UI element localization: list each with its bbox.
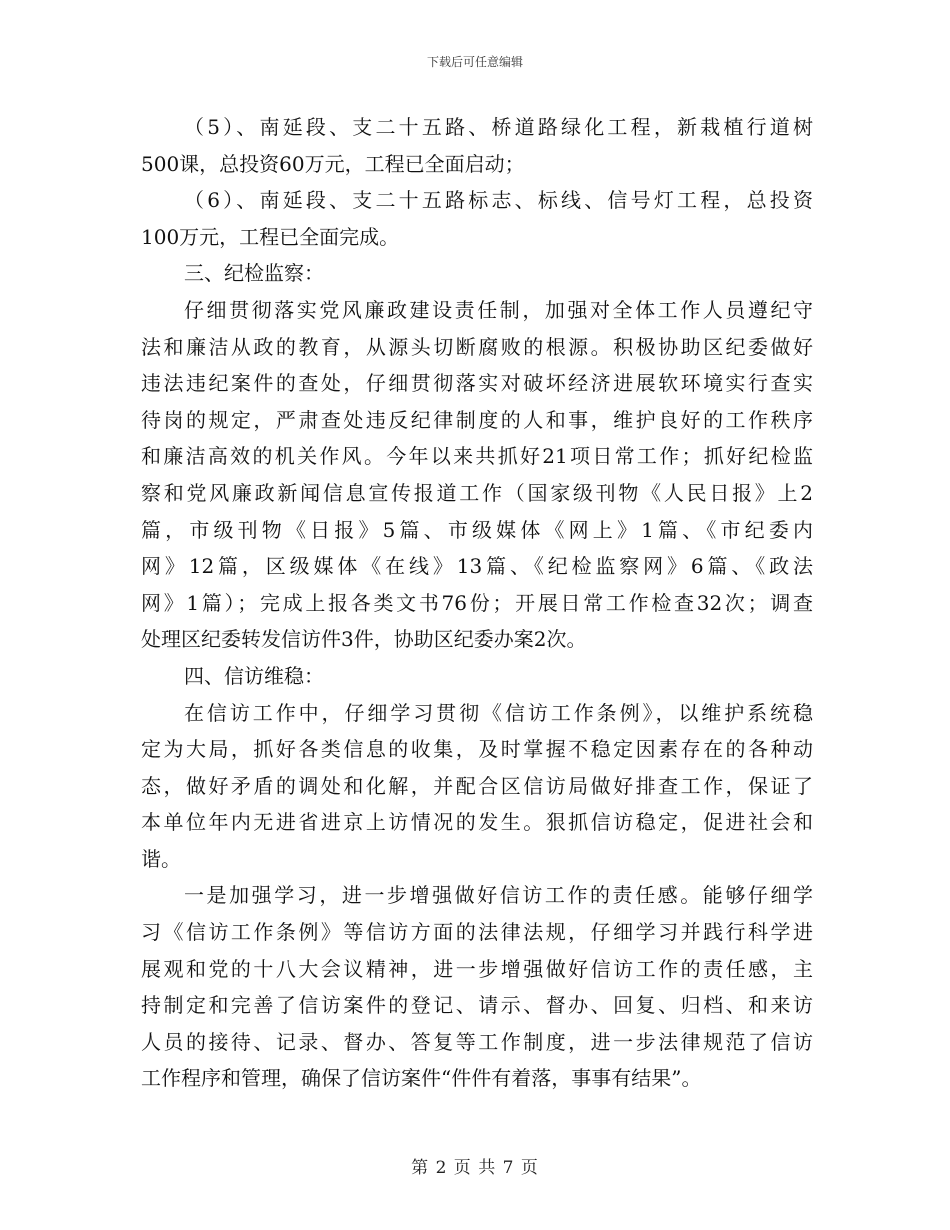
- header-note: 下载后可任意编辑: [426, 55, 523, 69]
- paragraph-line: 和廉洁高效的机关作风。今年以来共抓好21项日常工作；抓好纪检监: [141, 444, 813, 469]
- paragraph-line: 展观和党的十八大会议精神，进一步增强做好信访工作的责任感，主: [141, 956, 813, 981]
- paragraph-line: 人员的接待、记录、督办、答复等工作制度，进一步法律规范了信访: [141, 1029, 813, 1054]
- paragraph-line: （6）、南延段、支二十五路标志、标线、信号灯工程，总投资: [184, 188, 813, 213]
- paragraph-line: 网》12篇，区级媒体《在线》13篇、《纪检监察网》6篇、《政法: [141, 554, 813, 579]
- paragraph-line: 篇，市级刊物《日报》5篇、市级媒体《网上》1篇、《市纪委内: [141, 517, 813, 542]
- paragraph-line: 在信访工作中，仔细学习贯彻《信访工作条例》，以维护系统稳: [184, 700, 813, 725]
- paragraph-line: 仔细贯彻落实党风廉政建设责任制，加强对全体工作人员遵纪守: [184, 297, 813, 322]
- paragraph-line: 定为大局，抓好各类信息的收集，及时掌握不稳定因素存在的各种动: [141, 737, 813, 762]
- paragraph-line: 一是加强学习，进一步增强做好信访工作的责任感。能够仔细学: [184, 883, 813, 908]
- paragraph-line: 察和党风廉政新闻信息宣传报道工作（国家级刊物《人民日报》上2: [141, 480, 813, 505]
- paragraph-line: （5）、南延段、支二十五路、桥道路绿化工程，新栽植行道树: [184, 115, 813, 139]
- paragraph-line: 态，做好矛盾的调处和化解，并配合区信访局做好排查工作，保证了: [141, 773, 813, 798]
- section-heading: 四、信访维稳：: [184, 663, 324, 688]
- paragraph-line: 待岗的规定，严肃查处违反纪律制度的人和事，维护良好的工作秩序: [141, 407, 813, 432]
- paragraph-line: 本单位年内无进省进京上访情况的发生。狠抓信访稳定，促进社会和: [141, 810, 813, 835]
- section-heading: 三、纪检监察：: [184, 261, 324, 286]
- paragraph-line: 工作程序和管理，确保了信访案件“件件有着落，事事有结果”。: [141, 1066, 702, 1091]
- paragraph-line: 100万元，工程已全面完成。: [141, 224, 400, 249]
- paragraph-line: 违法违纪案件的查处，仔细贯彻落实对破坏经济进展软环境实行查实: [141, 371, 813, 396]
- paragraph-line: 网》1篇）；完成上报各类文书76份；开展日常工作检查32次；调查: [141, 590, 813, 615]
- page-number-footer: 第 2 页 共 7 页: [411, 1158, 539, 1178]
- paragraph-line: 500课，总投资60万元，工程已全面启动；: [141, 151, 525, 176]
- paragraph-line: 法和廉洁从政的教育，从源头切断腐败的根源。积极协助区纪委做好: [141, 334, 813, 359]
- paragraph-line: 习《信访工作条例》等信访方面的法律法规，仔细学习并践行科学进: [141, 920, 813, 945]
- paragraph-line: 谐。: [141, 846, 181, 871]
- paragraph-line: 持制定和完善了信访案件的登记、请示、督办、回复、归档、和来访: [141, 993, 813, 1018]
- document-body: [141, 109, 813, 1097]
- paragraph-line: 处理区纪委转发信访件3件，协助区纪委办案2次。: [141, 627, 587, 652]
